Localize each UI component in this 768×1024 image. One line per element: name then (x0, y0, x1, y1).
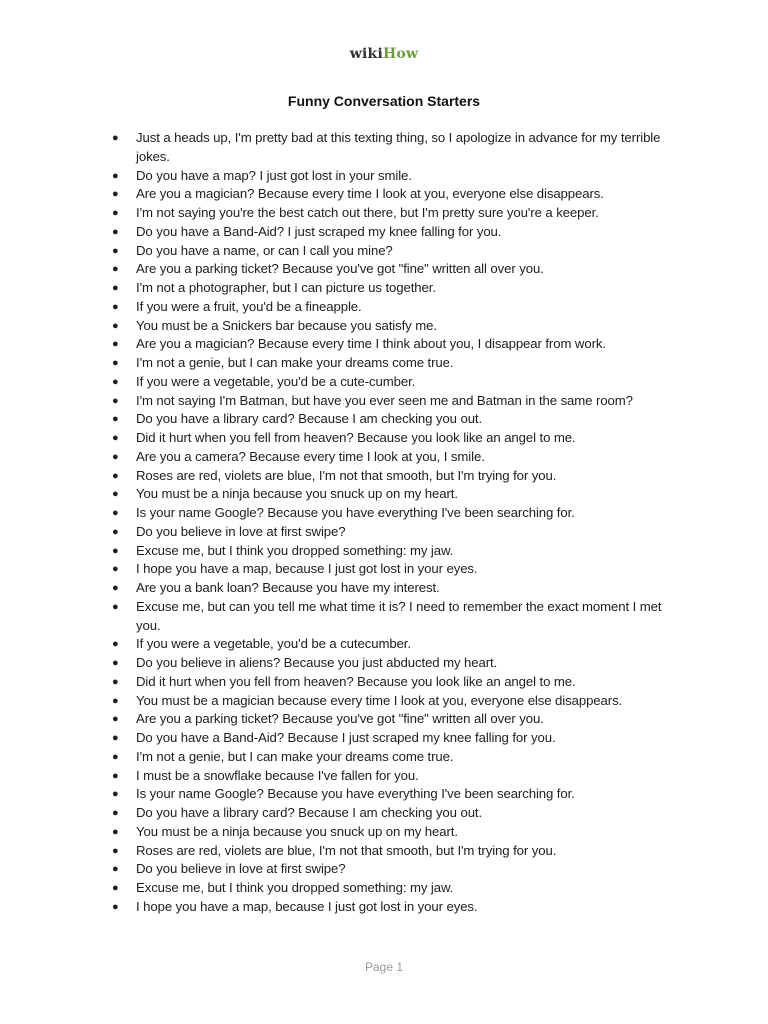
bullet-icon: ● (112, 375, 119, 388)
bullet-icon: ● (112, 882, 119, 894)
list-item (112, 129, 682, 167)
list-item-text: Are you a camera? Because every time I look at you, I smile. (136, 448, 485, 464)
conversation-starters-list (112, 129, 682, 917)
bullet-icon: ● (112, 563, 119, 576)
list-item (112, 598, 682, 636)
bullet-icon: ● (112, 600, 119, 613)
list-item-text: Are you a bank loan? Because you have my interest. (136, 580, 440, 595)
bullet-icon: ● (112, 169, 119, 182)
page-number: Page 1 (364, 960, 404, 974)
list-item (112, 879, 682, 898)
list-item (112, 260, 682, 279)
list-item (112, 504, 682, 523)
bullet-icon: ● (112, 394, 119, 407)
bullet-icon: ● (112, 582, 119, 594)
bullet-icon: ● (112, 282, 119, 294)
list-item-text: You must be a ninja because you snuck up on my heart. (136, 486, 458, 502)
list-item (112, 748, 682, 767)
bullet-icon: ● (112, 900, 119, 913)
list-item (112, 654, 682, 673)
bullet-icon: ● (112, 525, 119, 538)
list-item (112, 223, 682, 242)
list-item-text: Do you believe in love at first swipe? (136, 523, 346, 539)
bullet-icon: ● (112, 638, 119, 651)
bullet-icon: ● (112, 338, 119, 351)
list-item-text: I'm not saying I'm Batman, but have you ever seen me and Batman in the same room? (136, 392, 633, 408)
list-item-text: Is your name Google? Because you have everything I've been searching for. (136, 786, 575, 802)
list-item (112, 842, 682, 861)
list-item (112, 542, 682, 561)
bullet-icon: ● (112, 788, 119, 801)
wikihow-logo (0, 44, 768, 64)
list-item-text: Just a heads up, I'm pretty bad at this texting thing, so I apologize in advance for my terrible jokes. (136, 130, 661, 164)
list-item-text: Do you have a Band-Aid? I just scraped my knee falling for you. (136, 223, 502, 239)
list-item (112, 673, 682, 692)
bullet-icon: ● (112, 713, 119, 726)
list-item (112, 823, 682, 842)
list-item (112, 167, 682, 186)
list-item-text: You must be a ninja because you snuck up on my heart. (136, 823, 458, 839)
list-item-text: Do you have a name, or can I call you mine? (136, 242, 393, 258)
list-item-text: Are you a magician? Because every time I look at you, everyone else disappears. (136, 186, 604, 202)
list-item-text: Do you have a library card? Because I am checking you out. (136, 411, 483, 427)
list-item-text: Are you a parking ticket? Because you've got "fine" written all over you. (136, 711, 544, 727)
list-item (112, 729, 682, 748)
bullet-icon: ● (112, 657, 119, 669)
bullet-icon: ● (112, 450, 119, 463)
bullet-icon: ● (112, 488, 119, 501)
list-item-text: You must be a Snickers bar because you satisfy me. (136, 317, 437, 333)
bullet-icon: ● (112, 694, 119, 707)
list-item-text: I hope you have a map, because I just got lost in your eyes. (136, 898, 478, 914)
list-item (112, 860, 682, 879)
list-item (112, 448, 682, 467)
list-item (112, 410, 682, 429)
list-item-text: Excuse me, but I think you dropped something: my jaw. (136, 880, 454, 895)
logo-how-text: How (382, 46, 419, 62)
list-item-text: Did it hurt when you fell from heaven? Because you look like an angel to me. (136, 673, 576, 689)
list-item (112, 579, 682, 598)
list-item-text: I'm not a genie, but I can make your dreams come true. (136, 355, 454, 370)
bullet-icon: ● (112, 432, 119, 444)
list-item-text: I hope you have a map, because I just got lost in your eyes. (136, 561, 478, 577)
list-item (112, 242, 682, 261)
list-item (112, 767, 682, 786)
bullet-icon: ● (112, 263, 119, 276)
list-item (112, 392, 682, 411)
bullet-icon: ● (112, 132, 119, 144)
bullet-icon: ● (112, 807, 119, 819)
bullet-icon: ● (112, 750, 119, 763)
list-item (112, 429, 682, 448)
bullet-icon: ● (112, 300, 119, 313)
list-item (112, 185, 682, 204)
bullet-icon: ● (112, 188, 119, 201)
list-item-text: I'm not a genie, but I can make your dreams come true. (136, 748, 454, 764)
bullet-icon: ● (112, 207, 119, 219)
list-item-text: I'm not a photographer, but I can picture us together. (136, 280, 436, 295)
list-item-text: Are you a parking ticket? Because you've got "fine" written all over you. (136, 261, 544, 277)
list-item-text: If you were a fruit, you'd be a fineapple. (136, 298, 362, 314)
bullet-icon: ● (112, 675, 119, 688)
list-item-text: Is your name Google? Because you have everything I've been searching for. (136, 505, 575, 520)
bullet-icon: ● (112, 413, 119, 426)
document-title: Funny Conversation Starters (287, 93, 481, 109)
bullet-icon: ● (112, 732, 119, 744)
bullet-icon: ● (112, 507, 119, 519)
list-item (112, 485, 682, 504)
list-item (112, 898, 682, 917)
list-item (112, 354, 682, 373)
bullet-icon: ● (112, 769, 119, 782)
list-item (112, 467, 682, 486)
bullet-icon: ● (112, 225, 119, 238)
bullet-icon: ● (112, 469, 119, 482)
list-item (112, 523, 682, 542)
logo-wiki-text: wiki (349, 46, 383, 62)
list-item-text: Do you have a map? I just got lost in your smile. (136, 167, 412, 183)
bullet-icon: ● (112, 544, 119, 557)
list-item (112, 373, 682, 392)
list-item-text: If you were a vegetable, you'd be a cutecumber. (136, 636, 411, 652)
bullet-icon: ● (112, 825, 119, 838)
list-item (112, 785, 682, 804)
list-item-text: Do you believe in love at first swipe? (136, 861, 346, 877)
list-item-text: Do you believe in aliens? Because you just abducted my heart. (136, 655, 498, 670)
list-item-text: You must be a magician because every time I look at you, everyone else disappears. (136, 692, 623, 708)
bullet-icon: ● (112, 319, 119, 332)
list-item (112, 204, 682, 223)
list-item (112, 560, 682, 579)
list-item-text: Roses are red, violets are blue, I'm not that smooth, but I'm trying for you. (136, 467, 557, 483)
list-item-text: Excuse me, but I think you dropped something: my jaw. (136, 542, 454, 558)
list-item-text: Do you have a library card? Because I am checking you out. (136, 805, 483, 820)
list-item (112, 335, 682, 354)
list-item-text: I'm not saying you're the best catch out there, but I'm pretty sure you're a keeper. (136, 205, 599, 220)
list-item-text: Are you a magician? Because every time I think about you, I disappear from work. (136, 336, 606, 352)
list-item-text: I must be a snowflake because I've fallen for you. (136, 767, 419, 783)
list-item-text: Do you have a Band-Aid? Because I just scraped my knee falling for you. (136, 730, 556, 745)
list-item (112, 279, 682, 298)
list-item (112, 317, 682, 336)
list-item (112, 692, 682, 711)
bullet-icon: ● (112, 357, 119, 369)
list-item-text: Excuse me, but can you tell me what time it is? I need to remember the exact moment I met you. (136, 598, 662, 633)
list-item (112, 635, 682, 654)
list-item (112, 710, 682, 729)
bullet-icon: ● (112, 863, 119, 876)
list-item (112, 804, 682, 823)
list-item-text: Did it hurt when you fell from heaven? Because you look like an angel to me. (136, 430, 576, 445)
list-item (112, 298, 682, 317)
list-item-text: Roses are red, violets are blue, I'm not that smooth, but I'm trying for you. (136, 842, 557, 858)
bullet-icon: ● (112, 844, 119, 857)
list-item-text: If you were a vegetable, you'd be a cute-cumber. (136, 373, 416, 389)
bullet-icon: ● (112, 244, 119, 257)
